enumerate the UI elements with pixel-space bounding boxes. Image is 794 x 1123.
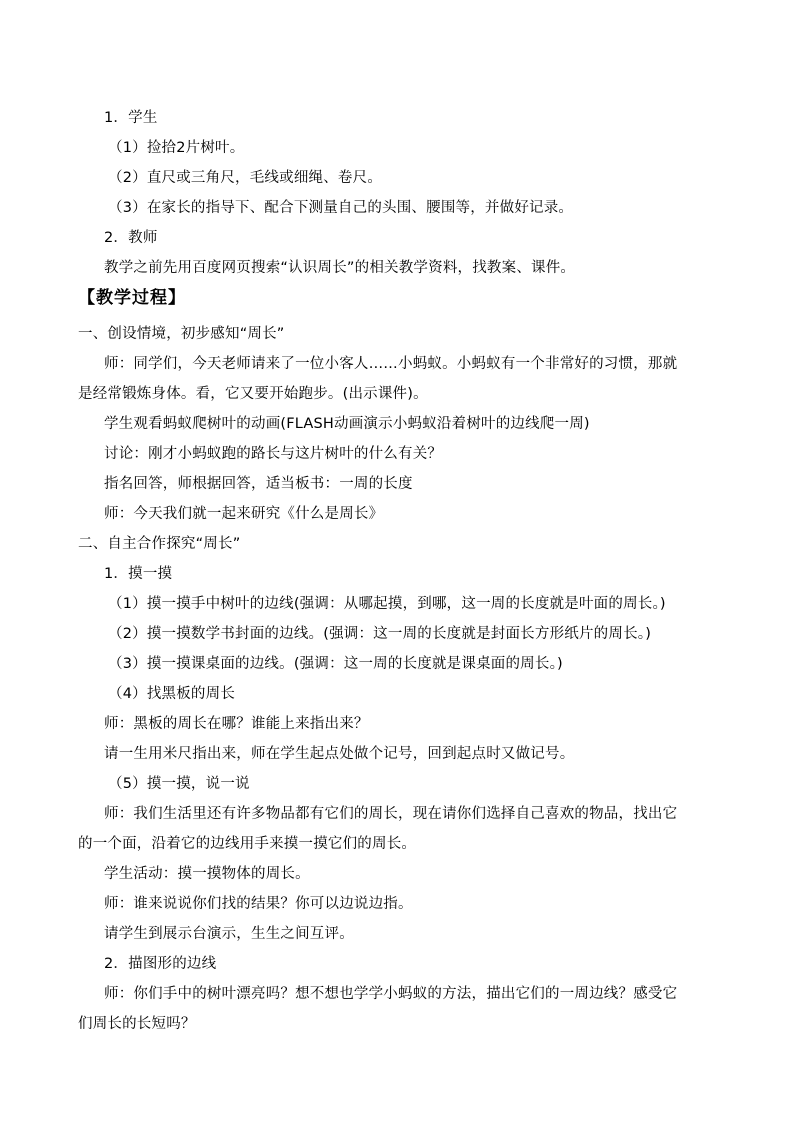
materials-item-1: （1）捡拾2片树叶。 <box>108 140 245 156</box>
materials-student-heading: 1．学生 <box>104 110 158 126</box>
paragraph-line: 指名回答，师根据回答，适当板书：一周的长度 <box>104 476 413 492</box>
subsection-heading: 2．描图形的边线 <box>104 956 217 972</box>
paragraph-line: 学生观看蚂蚁爬树叶的动画(FLASH动画演示小蚂蚁沿着树叶的边线爬一周) <box>104 416 590 432</box>
paragraph-line: 师：谁来说说你们找的结果？你可以边说边指。 <box>104 896 413 912</box>
list-item: （1）摸一摸手中树叶的边线(强调：从哪起摸，到哪，这一周的长度就是叶面的周长。) <box>108 596 666 612</box>
list-item: （5）摸一摸，说一说 <box>108 776 250 792</box>
paragraph-line: 讨论：刚才小蚂蚁跑的路长与这片树叶的什么有关？ <box>104 446 443 462</box>
paragraph-line: 师：今天我们就一起来研究《什么是周长》 <box>104 506 384 522</box>
paragraph-line: 是经常锻炼身体。看，它又要开始跑步。(出示课件)。 <box>78 386 428 402</box>
section-2-heading: 二、自主合作探究“周长” <box>78 536 241 552</box>
list-item: （4）找黑板的周长 <box>108 686 236 702</box>
list-item: （3）摸一摸课桌面的边线。(强调：这一周的长度就是课桌面的周长。) <box>108 656 563 672</box>
paragraph-line: 请一生用米尺指出来，师在学生起点处做个记号，回到起点时又做记号。 <box>104 746 575 762</box>
paragraph-line: 师：黑板的周长在哪？谁能上来指出来？ <box>104 716 369 732</box>
paragraph-line: 学生活动：摸一摸物体的周长。 <box>104 866 310 882</box>
subsection-heading: 1．摸一摸 <box>104 566 173 582</box>
paragraph-line: 师：同学们，今天老师请来了一位小客人……小蚂蚁。小蚂蚁有一个非常好的习惯，那就 <box>104 356 678 372</box>
teaching-process-heading: 【教学过程】 <box>78 288 186 308</box>
list-item: （2）摸一摸数学书封面的边线。(强调：这一周的长度就是封面长方形纸片的周长。) <box>108 626 652 642</box>
teacher-prep-text: 教学之前先用百度网页搜索“认识周长”的相关教学资料，找教案、课件。 <box>104 260 576 276</box>
paragraph-line: 们周长的长短吗？ <box>78 1016 196 1032</box>
paragraph-line: 师：我们生活里还有许多物品都有它们的周长，现在请你们选择自己喜欢的物品，找出它 <box>104 806 678 822</box>
paragraph-line: 师：你们手中的树叶漂亮吗？想不想也学学小蚂蚁的方法，描出它们的一周边线？感受它 <box>104 986 678 1002</box>
paragraph-line: 请学生到展示台演示，生生之间互评。 <box>104 926 354 942</box>
paragraph-line: 的一个面，沿着它的边线用手来摸一摸它们的周长。 <box>78 836 417 852</box>
materials-item-2: （2）直尺或三角尺，毛线或细绳、卷尺。 <box>108 170 383 186</box>
materials-item-3: （3）在家长的指导下、配合下测量自己的头围、腰围等，并做好记录。 <box>108 200 574 216</box>
materials-teacher-heading: 2．教师 <box>104 230 158 246</box>
section-1-heading: 一、创设情境，初步感知“周长” <box>78 326 285 342</box>
